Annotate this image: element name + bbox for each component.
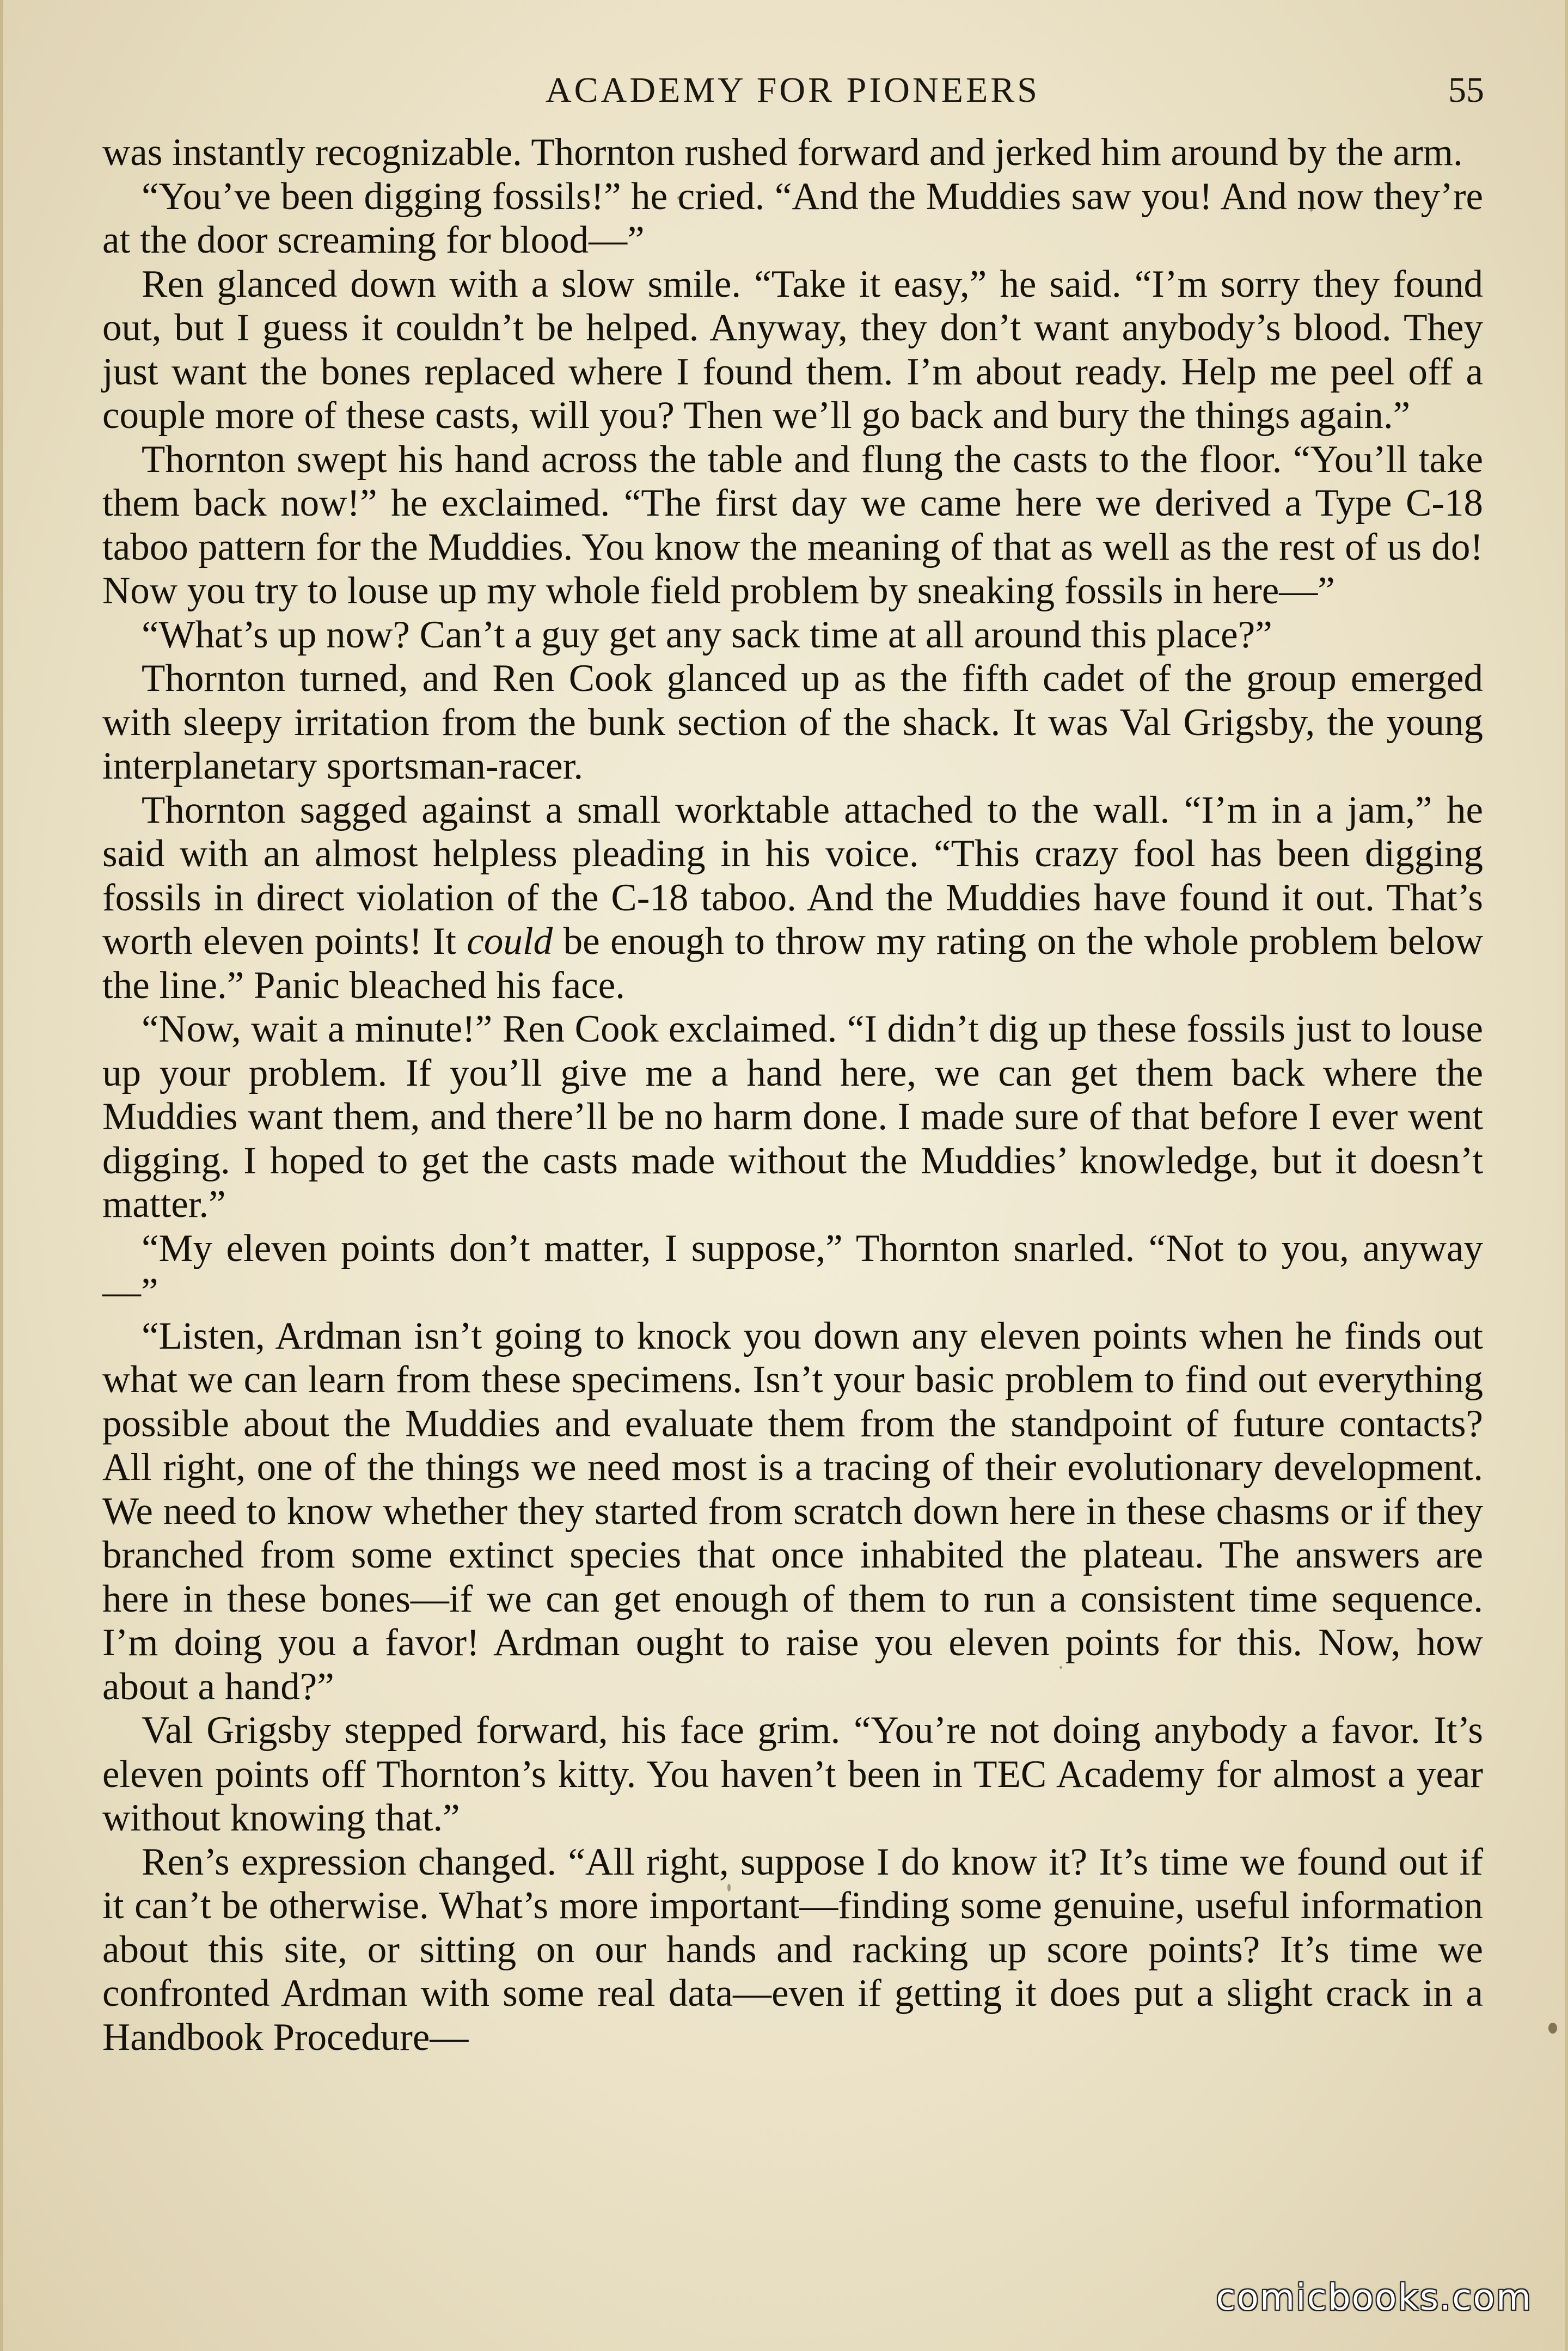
paragraph: Ren glanced down with a slow smile. “Take it easy,” he said. “I’m sorry they found out, but I guess it couldn’t be helped. Anyway, they don’t want anybody’s blood. They just want the bones replaced where I found them. I’m about ready. Help me peel off a couple more of these casts, will you? Then we’ll go back and bury the things again.” [102, 262, 1483, 437]
paragraph: Thornton turned, and Ren Cook glanced up as the fifth cadet of the group emerged with sleepy irritation from the bunk section of the shack. It was Val Grigsby, the young interplanetary sportsman-racer. [102, 657, 1483, 787]
paragraph: “Listen, Ardman isn’t going to knock you down any eleven points when he finds out what we can learn from these specimens. Isn’t your basic problem to find out everything possible about the Muddies and evaluate them from the standpoint of future contacts? All right, one of the things we need most is a tracing of their evolutionary development. We need to know whether they started from scratch down here in these chasms or if they branched from some extinct species that once inhabited the plateau. The answers are here in these bones—if we can get enough of them to run a consistent time sequence. I’m doing you a favor! Ardman ought to raise you eleven points for this. Now, how about a hand?” [102, 1314, 1483, 1708]
chapter-title: ACADEMY FOR PIONEERS [546, 70, 1040, 110]
source-watermark: comicbooks.com [1216, 2276, 1532, 2318]
paragraph: was instantly recognizable. Thornton rushed forward and jerked him around by the arm. [102, 131, 1463, 174]
text-run: Thornton sagged against a small worktable attached to the wall. “I’m in a jam,” he said with an almost helpless pleading in his voice. “This crazy fool has been digging fossils in direct violation of the C-18 taboo. And the Muddies have found it out. That’s worth eleven points! It [102, 788, 1483, 963]
paragraph: Val Grigsby stepped forward, his face grim. “You’re not doing anybody a favor. It’s eleven points off Thornton’s kitty. You haven’t been in TEC Academy for almost a year without knowing that.” [102, 1709, 1483, 1839]
running-head [101, 70, 1484, 119]
body-text [102, 131, 1483, 2059]
paragraph: Thornton swept his hand across the table and flung the casts to the floor. “You’ll take them back now!” he exclaimed. “The first day we came here we derived a Type C-18 taboo pattern for the Muddies. You know the meaning of that as well as the rest of us do! Now you try to louse up my whole field problem by sneaking fossils in here—” [102, 438, 1483, 612]
italic-emphasis: could [467, 920, 553, 963]
paragraph: “What’s up now? Can’t a guy get any sack time at all around this place?” [142, 613, 1272, 656]
paper-speck [1548, 2023, 1557, 2034]
page-number: 55 [1448, 70, 1484, 110]
paragraph [102, 788, 1483, 1008]
paragraph: “You’ve been digging fossils!” he cried. “And the Muddies saw you! And now they’re at the door screaming for blood—” [102, 175, 1483, 261]
paragraph: Ren’s expression changed. “All right, suppose I do know it? It’s time we found out if it can’t be otherwise. What’s more important—finding some genuine, useful information about this site, or sitting on our hands and racking up score points? It’s time we confronted Ardman with some real data—even if getting it does put a slight crack in a Handbook Procedure— [102, 1840, 1483, 2059]
paragraph: “Now, wait a minute!” Ren Cook exclaimed. “I didn’t dig up these fossils just to louse up your problem. If you’ll give me a hand here, we can get them back where the Muddies want them, and there’ll be no harm done. I made sure of that before I ever went digging. I hoped to get the casts made without the Muddies’ knowledge, but it doesn’t matter.” [102, 1008, 1483, 1226]
text-run: be enough to throw my rating on the whole problem below the line.” Panic bleached his face. [102, 920, 1483, 1007]
paragraph: “My eleven points don’t matter, I suppose,” Thornton snarled. “Not to you, anyway—” [102, 1227, 1483, 1313]
